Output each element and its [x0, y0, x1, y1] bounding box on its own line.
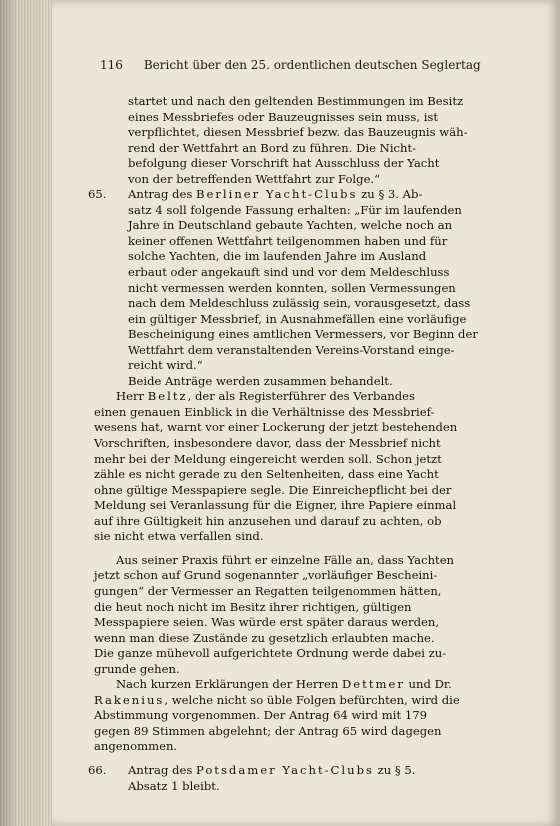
text-line: solche Yachten, die im laufenden Jahre im Ausland: [128, 249, 427, 264]
text-line: mehr bei der Meldung eingereicht werden soll. Schon jetzt: [94, 451, 442, 466]
text-line: angenommen.: [94, 739, 178, 754]
text-run: zu § 3. Ab-: [357, 187, 423, 202]
text-line: ohne gültige Messpapiere segle. Die Einreichepflicht bei der: [94, 482, 452, 497]
text-run: Dr.: [434, 677, 452, 692]
text-line: einen genauen Einblick in die Verhältnisse des Messbrief-: [94, 404, 435, 419]
text-line: Vorschriften, insbesondere davor, dass der Messbrief nicht: [94, 436, 441, 451]
text-run: , welche nicht so üble Folgen befürchten, wird die: [164, 692, 460, 707]
text-line: Abstimmung vorgenommen. Der Antrag 64 wird mit 179: [94, 708, 427, 723]
club-name: Potsdamer Yacht-Clubs: [195, 762, 374, 777]
text-line: verpflichtet, diesen Messbrief bezw. das Bauzeugnis wäh-: [128, 125, 468, 140]
text-line: jetzt schon auf Grund sogenannter „vorläufiger Bescheini-: [94, 568, 438, 583]
text-line: nicht vermessen werden konnten, sollen Vermessungen: [128, 280, 456, 295]
text-line: Absatz 1 bleibt.: [128, 778, 220, 793]
club-name: Berliner Yacht-Clubs: [195, 187, 358, 202]
text-line: gegen 89 Stimmen abgelehnt; der Antrag 65 wird dagegen: [94, 723, 442, 738]
text-line: Die ganze mühevoll aufgerichtete Ordnung werde dabei zu-: [94, 646, 447, 661]
text-line: Wettfahrt dem veranstaltenden Vereins-Vorstand einge-: [128, 342, 455, 357]
text-line: befolgung dieser Vorschrift hat Ausschluss der Yacht: [128, 156, 440, 171]
text-line: nach dem Meldeschluss zulässig sein, vorausgesetzt, dass: [128, 296, 471, 311]
text-run: zu § 5.: [373, 762, 416, 777]
motion-66-heading: [88, 763, 540, 779]
text-line: die heut noch nicht im Besitz ihrer richtigen, gültigen: [94, 599, 412, 614]
text-run: Antrag des: [128, 187, 196, 202]
paragraph-start: [116, 677, 540, 693]
page-edges: [0, 0, 52, 826]
paragraph-start: Aus seiner Praxis führt er einzelne Fälle an, dass Yachten: [116, 552, 455, 567]
text-line: ein gültiger Messbrief, in Ausnahmefällen eine vorläufige: [128, 311, 467, 326]
text-line: gungen“ der Vermesser an Regatten teilgenommen hätten,: [94, 583, 442, 598]
motion-number: 66.: [88, 762, 107, 777]
text-line: reicht wird.“: [128, 358, 203, 373]
text-line: Meldung sei Veranlassung für die Eigner, ihre Papiere einmal: [94, 498, 457, 513]
motion-number: 65.: [88, 187, 107, 202]
text-line: eines Messbriefes oder Bauzeugnisses sein muss, ist: [128, 109, 439, 124]
text-run: Antrag des: [128, 762, 196, 777]
text-line: Jahre in Deutschland gebaute Yachten, welche noch an: [128, 218, 453, 233]
text-line: Beide Anträge werden zusammen behandelt.: [128, 373, 393, 388]
text-run: , der als Registerführer des Verbandes: [187, 389, 415, 404]
text-run: Herr: [116, 389, 148, 404]
motion-65-heading: [88, 187, 540, 203]
text-line: auf ihre Gültigkeit hin anzusehen und darauf zu achten, ob: [94, 513, 442, 528]
text-line: rend der Wettfahrt an Bord zu führen. Die Nicht-: [128, 140, 417, 155]
text-line: Bescheinigung eines amtlichen Vermessers, vor Beginn der: [128, 327, 478, 342]
text-line: keiner offenen Wettfahrt teilgenommen haben und für: [128, 233, 448, 248]
person-name: Rakenius: [94, 692, 165, 707]
text-line: wenn man diese Zustände zu gesetzlich erlaubten mache.: [94, 630, 435, 645]
running-header: [100, 58, 540, 72]
text-line: startet und nach den geltenden Bestimmungen im Besitz: [128, 94, 464, 108]
page-body: [88, 94, 540, 794]
text-line: wesens hat, warnt vor einer Lockerung der jetzt bestehenden: [94, 420, 458, 435]
person-name: Dettmer: [342, 677, 405, 692]
page-number: 116: [100, 58, 123, 72]
text-line: Messpapiere seien. Was würde erst später daraus werden,: [94, 615, 439, 630]
running-title: Bericht über den 25. ordentlichen deutschen Seglertag: [143, 58, 481, 72]
text-line: satz 4 soll folgende Fassung erhalten: „Für im laufenden: [128, 202, 462, 217]
text-run: und: [404, 677, 435, 692]
person-name: Beltz: [147, 389, 188, 404]
text-line: [94, 693, 540, 709]
text-line: erbaut oder angekauft sind und vor dem Meldeschluss: [128, 265, 450, 280]
text-line: von der betreffenden Wettfahrt zur Folge.“: [128, 171, 381, 186]
text-line: zähle es nicht gerade zu den Seltenheiten, dass eine Yacht: [94, 467, 439, 482]
text-line: grunde gehen.: [94, 661, 180, 676]
text-line: sie nicht etwa verfallen sind.: [94, 529, 264, 544]
paragraph-start: [116, 389, 540, 405]
text-run: Nach kurzen Erklärungen der Herren: [116, 677, 342, 692]
